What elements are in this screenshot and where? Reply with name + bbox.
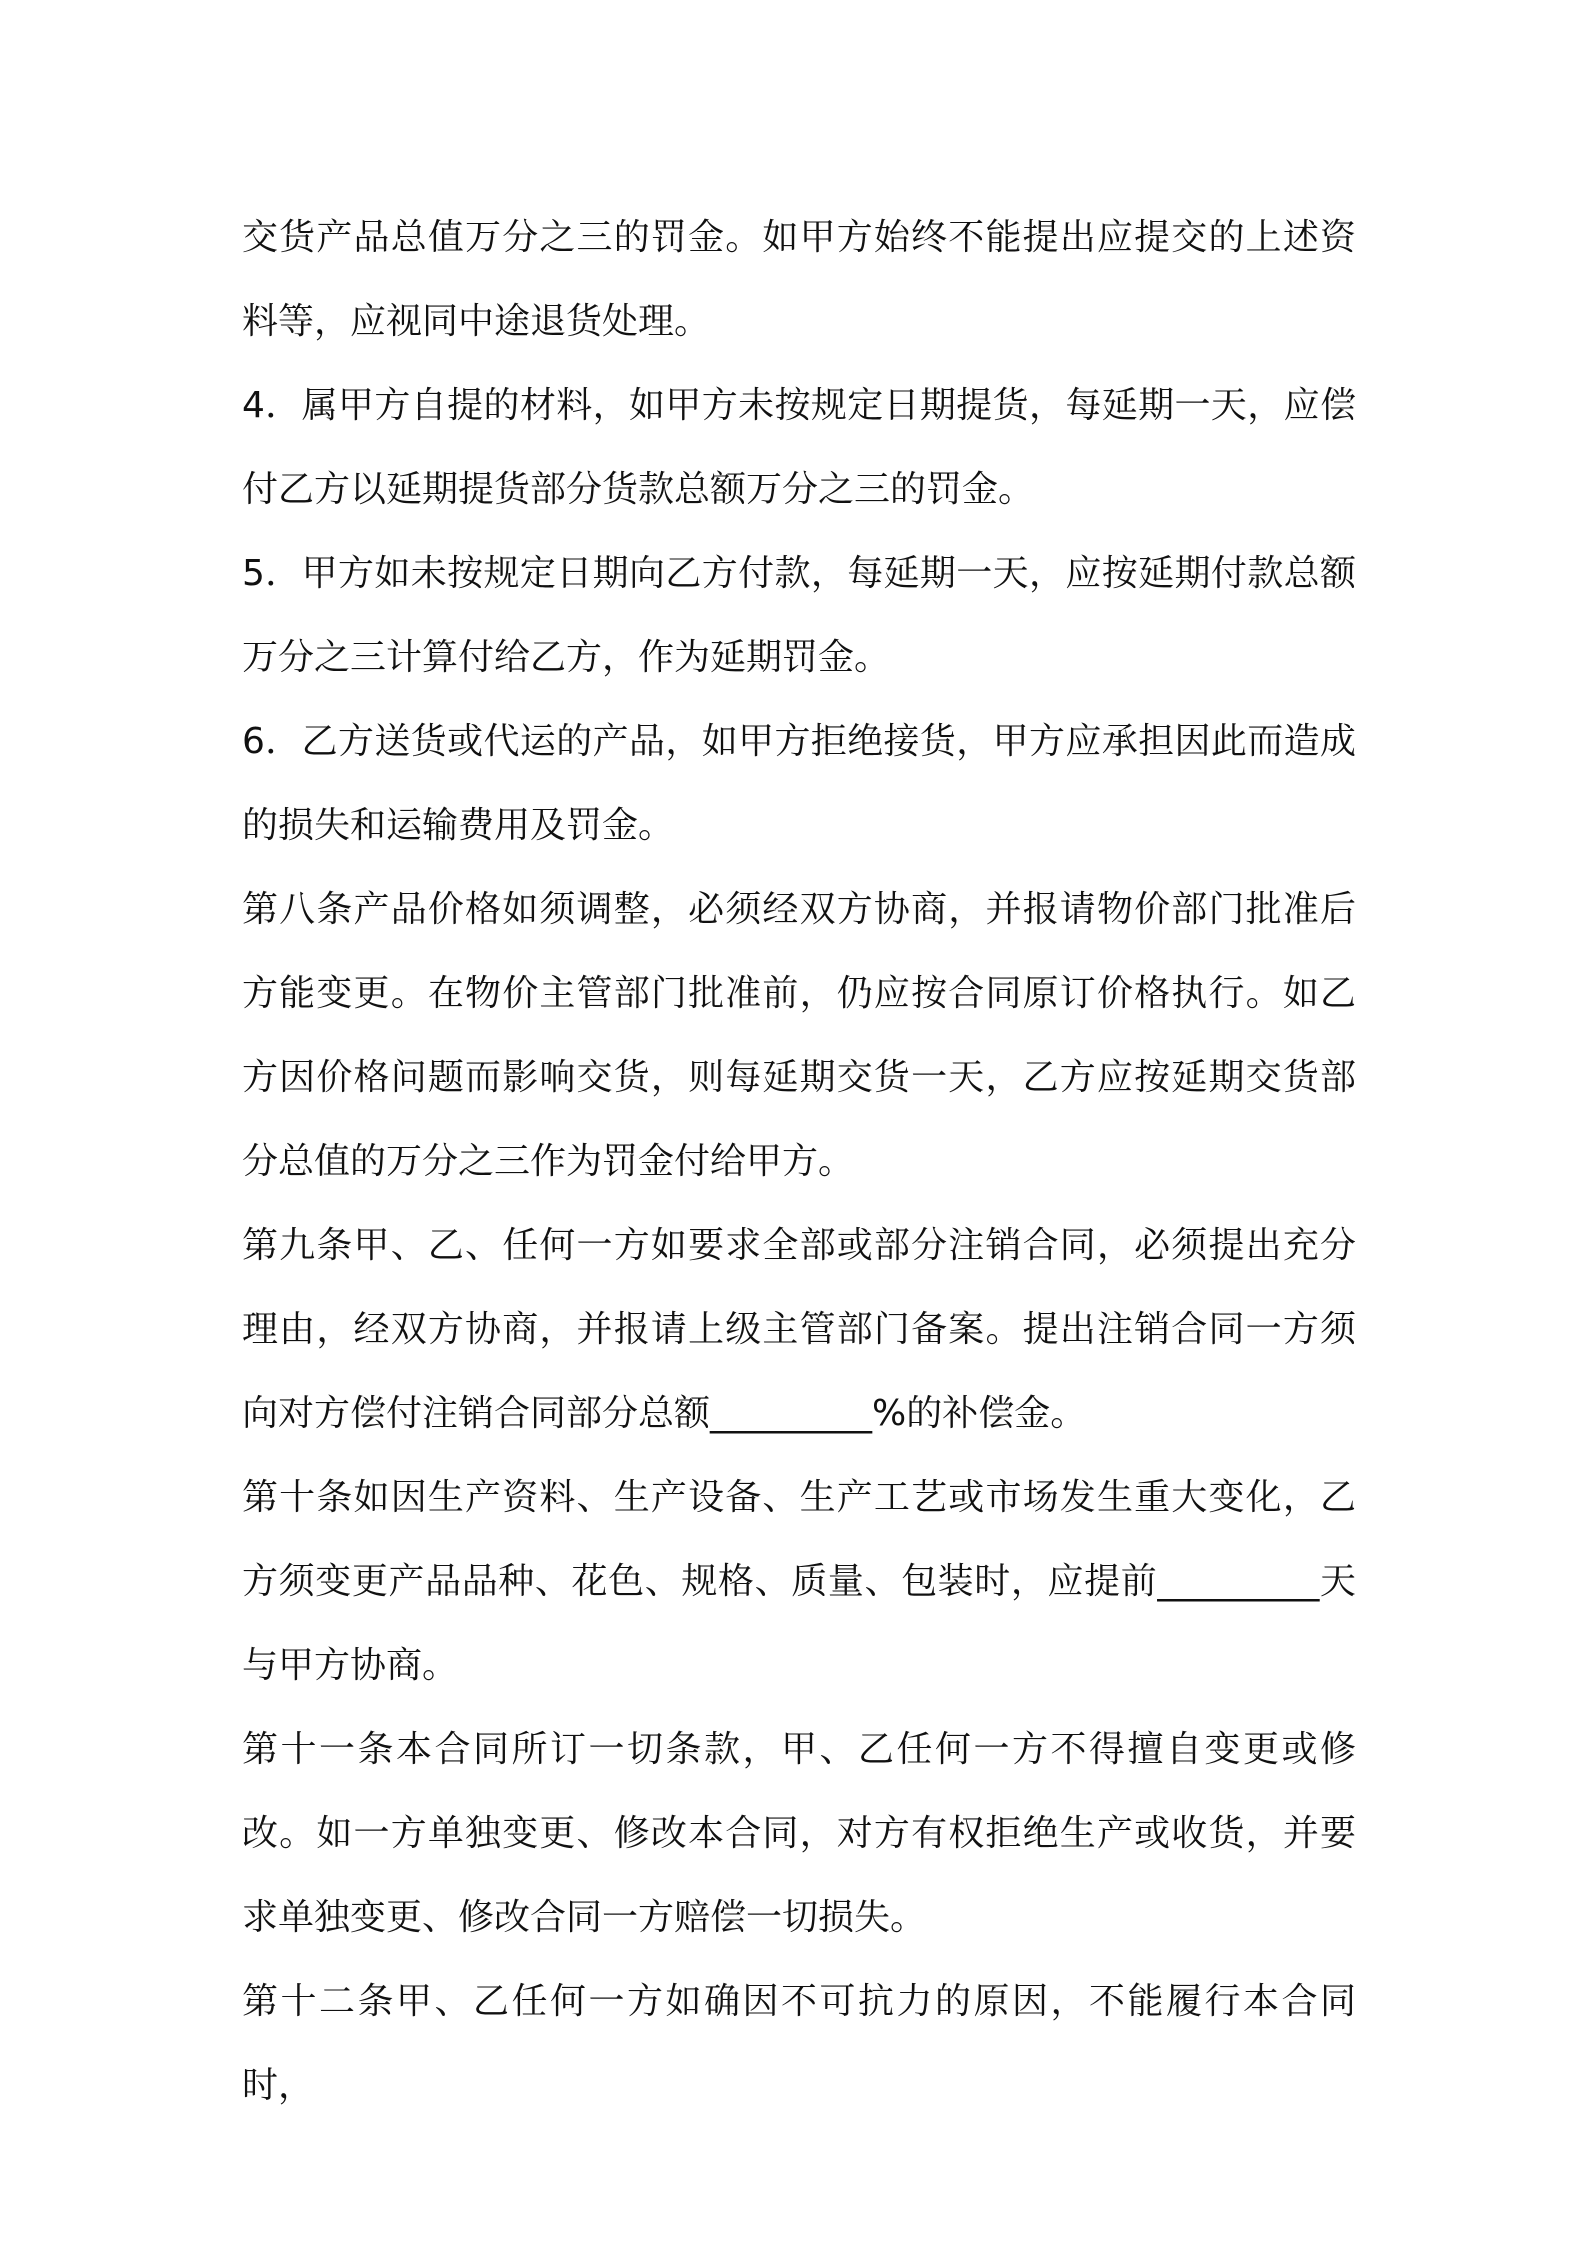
paragraph-clause-5: 5．甲方如未按规定日期向乙方付款，每延期一天，应按延期付款总额万分之三计算付给乙方，作为延期罚金。 <box>242 553 1356 678</box>
paragraph-article-12: 第十二条甲、乙任何一方如确因不可抗力的原因，不能履行本合同时， <box>242 1981 1356 2106</box>
paragraph-clause-6: 6．乙方送货或代运的产品，如甲方拒绝接货，甲方应承担因此而造成的损失和运输费用及罚金。 <box>242 721 1356 846</box>
paragraph-article-11: 第十一条本合同所订一切条款，甲、乙任何一方不得擅自变更或修改。如一方单独变更、修改本合同，对方有权拒绝生产或收货，并要求单独变更、修改合同一方赔偿一切损失。 <box>242 1729 1356 1938</box>
paragraph-penalty-data: 交货产品总值万分之三的罚金。如甲方始终不能提出应提交的上述资料等，应视同中途退货处理。 <box>242 217 1356 342</box>
paragraph-clause-4: 4．属甲方自提的材料，如甲方未按规定日期提货，每延期一天，应偿付乙方以延期提货部分货款总额万分之三的罚金。 <box>242 385 1356 510</box>
contract-body <box>242 196 1356 2128</box>
paragraph-article-8: 第八条产品价格如须调整，必须经双方协商，并报请物价部门批准后方能变更。在物价主管部门批准前，仍应按合同原订价格执行。如乙方因价格问题而影响交货，则每延期交货一天，乙方应按延期交货部分总值的万分之三作为罚金付给甲方。 <box>242 889 1356 1182</box>
paragraph-article-10: 第十条如因生产资料、生产设备、生产工艺或市场发生重大变化，乙方须变更产品品种、花色、规格、质量、包装时，应提前_________天与甲方协商。 <box>242 1477 1356 1686</box>
paragraph-article-9: 第九条甲、乙、任何一方如要求全部或部分注销合同，必须提出充分理由，经双方协商，并报请上级主管部门备案。提出注销合同一方须向对方偿付注销合同部分总额_________%的补偿金。 <box>242 1225 1356 1434</box>
